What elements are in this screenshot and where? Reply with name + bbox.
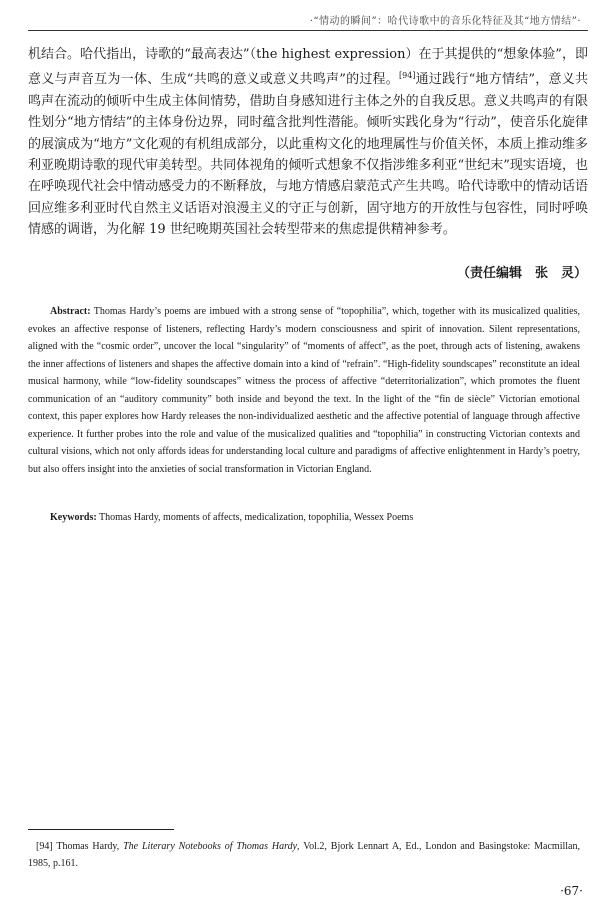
keywords-label: Keywords: [50,512,97,523]
abstract-text: Thomas Hardy’s poems are imbued with a strong sense of “topophilia”, which, together with its musicalized qualities, evokes an affective response of listeners, reflecting Hardy’s modern consciousness and spirit of innovation. Silent representations, aligned with the “cosmic order”, uncover the local “singularity” of “moments of affect”, as the poet, through acts of listening, awakens the inner affections of listeners and shapes the affective domain into a kind of “refrain”. “High-fidelity soundscapes” reconstitute an ideal musical harmony, while “low-fidelity soundscapes” witness the process of affective “deterritorialization”, which promotes the fluent communication of an “auditory community” both inside and beyond the text. In the light of the “fin de siècle” Victorian emotional context, this paper explores how Hardy releases the non-individualized aesthetic and the affective potential of language through affective experience. It further probes into the role and value of the musicalized qualities and “topophilia” in constructing Victorian contexts and cultural visions, which not only affords ideas for understanding local culture and paradigms of affective enlightenment in Hardy’s poetry, but also offers insight into the anxieties of social transformation in Victorian England. [28,306,580,475]
page-number: ·67· [560,884,583,898]
footnote [28,838,580,872]
header-rule [28,30,588,31]
body-paragraph [28,44,588,241]
body-text-part1: 机结合。哈代指出，诗歌的“最高表达”（the highest expression）在于其提供的“想象体验”，即意义与声音互为一体、生成“共鸣的意义或意义共鸣声”的过程。 [28,47,588,88]
keywords [50,512,580,523]
responsible-editor: （责任编辑 张 灵） [456,266,587,281]
keywords-text: Thomas Hardy, moments of affects, medicalization, topophilia, Wessex Poems [99,512,414,523]
abstract-label: Abstract: [50,306,91,317]
footnote-book-title: The Literary Notebooks of Thomas Hardy [123,841,298,852]
body-text-part2: 通过践行“地方情结”，意义共鸣声在流动的倾听中生成主体间情势，借助自身感知进行主体之外的自我反思。意义共鸣声的有限性划分“地方情结”的主体身份边界，同时蕴含批判性潜能。倾听实践化身为“行动”，使音乐化旋律的展演成为“地方”文化观的有机组成部分，以此重构文化的地理属性与价值关怀，本质上推动维多利亚晚期诗歌的现代审美转型。共同体视角的倾听式想象不仅指涉维多利亚“世纪末”现实语境，也在呼唤现代社会中情动感受力的不断释放，与地方情感启蒙范式产生共鸣。哈代诗歌中的情动话语回应维多利亚时代自然主义话语对浪漫主义的守正与创新，固守地方的开放性与包容性，同时呼唤情感的调谐，为化解 19 世纪晚期英国社会转型带来的焦虑提供精神参考。 [28,72,588,238]
footnote-reference[interactable]: [94] [399,71,416,81]
footnote-text-before: [94] Thomas Hardy, [36,841,124,852]
abstract [28,303,580,478]
footnote-text-after: , Vol.2, Bjork Lennart A, Ed., London and Basingstoke: Macmillan, 1985, p.161. [28,841,580,869]
running-head: ·“情动的瞬间”：哈代诗歌中的音乐化特征及其“地方情结”· [309,16,581,27]
footnote-rule [28,829,174,830]
